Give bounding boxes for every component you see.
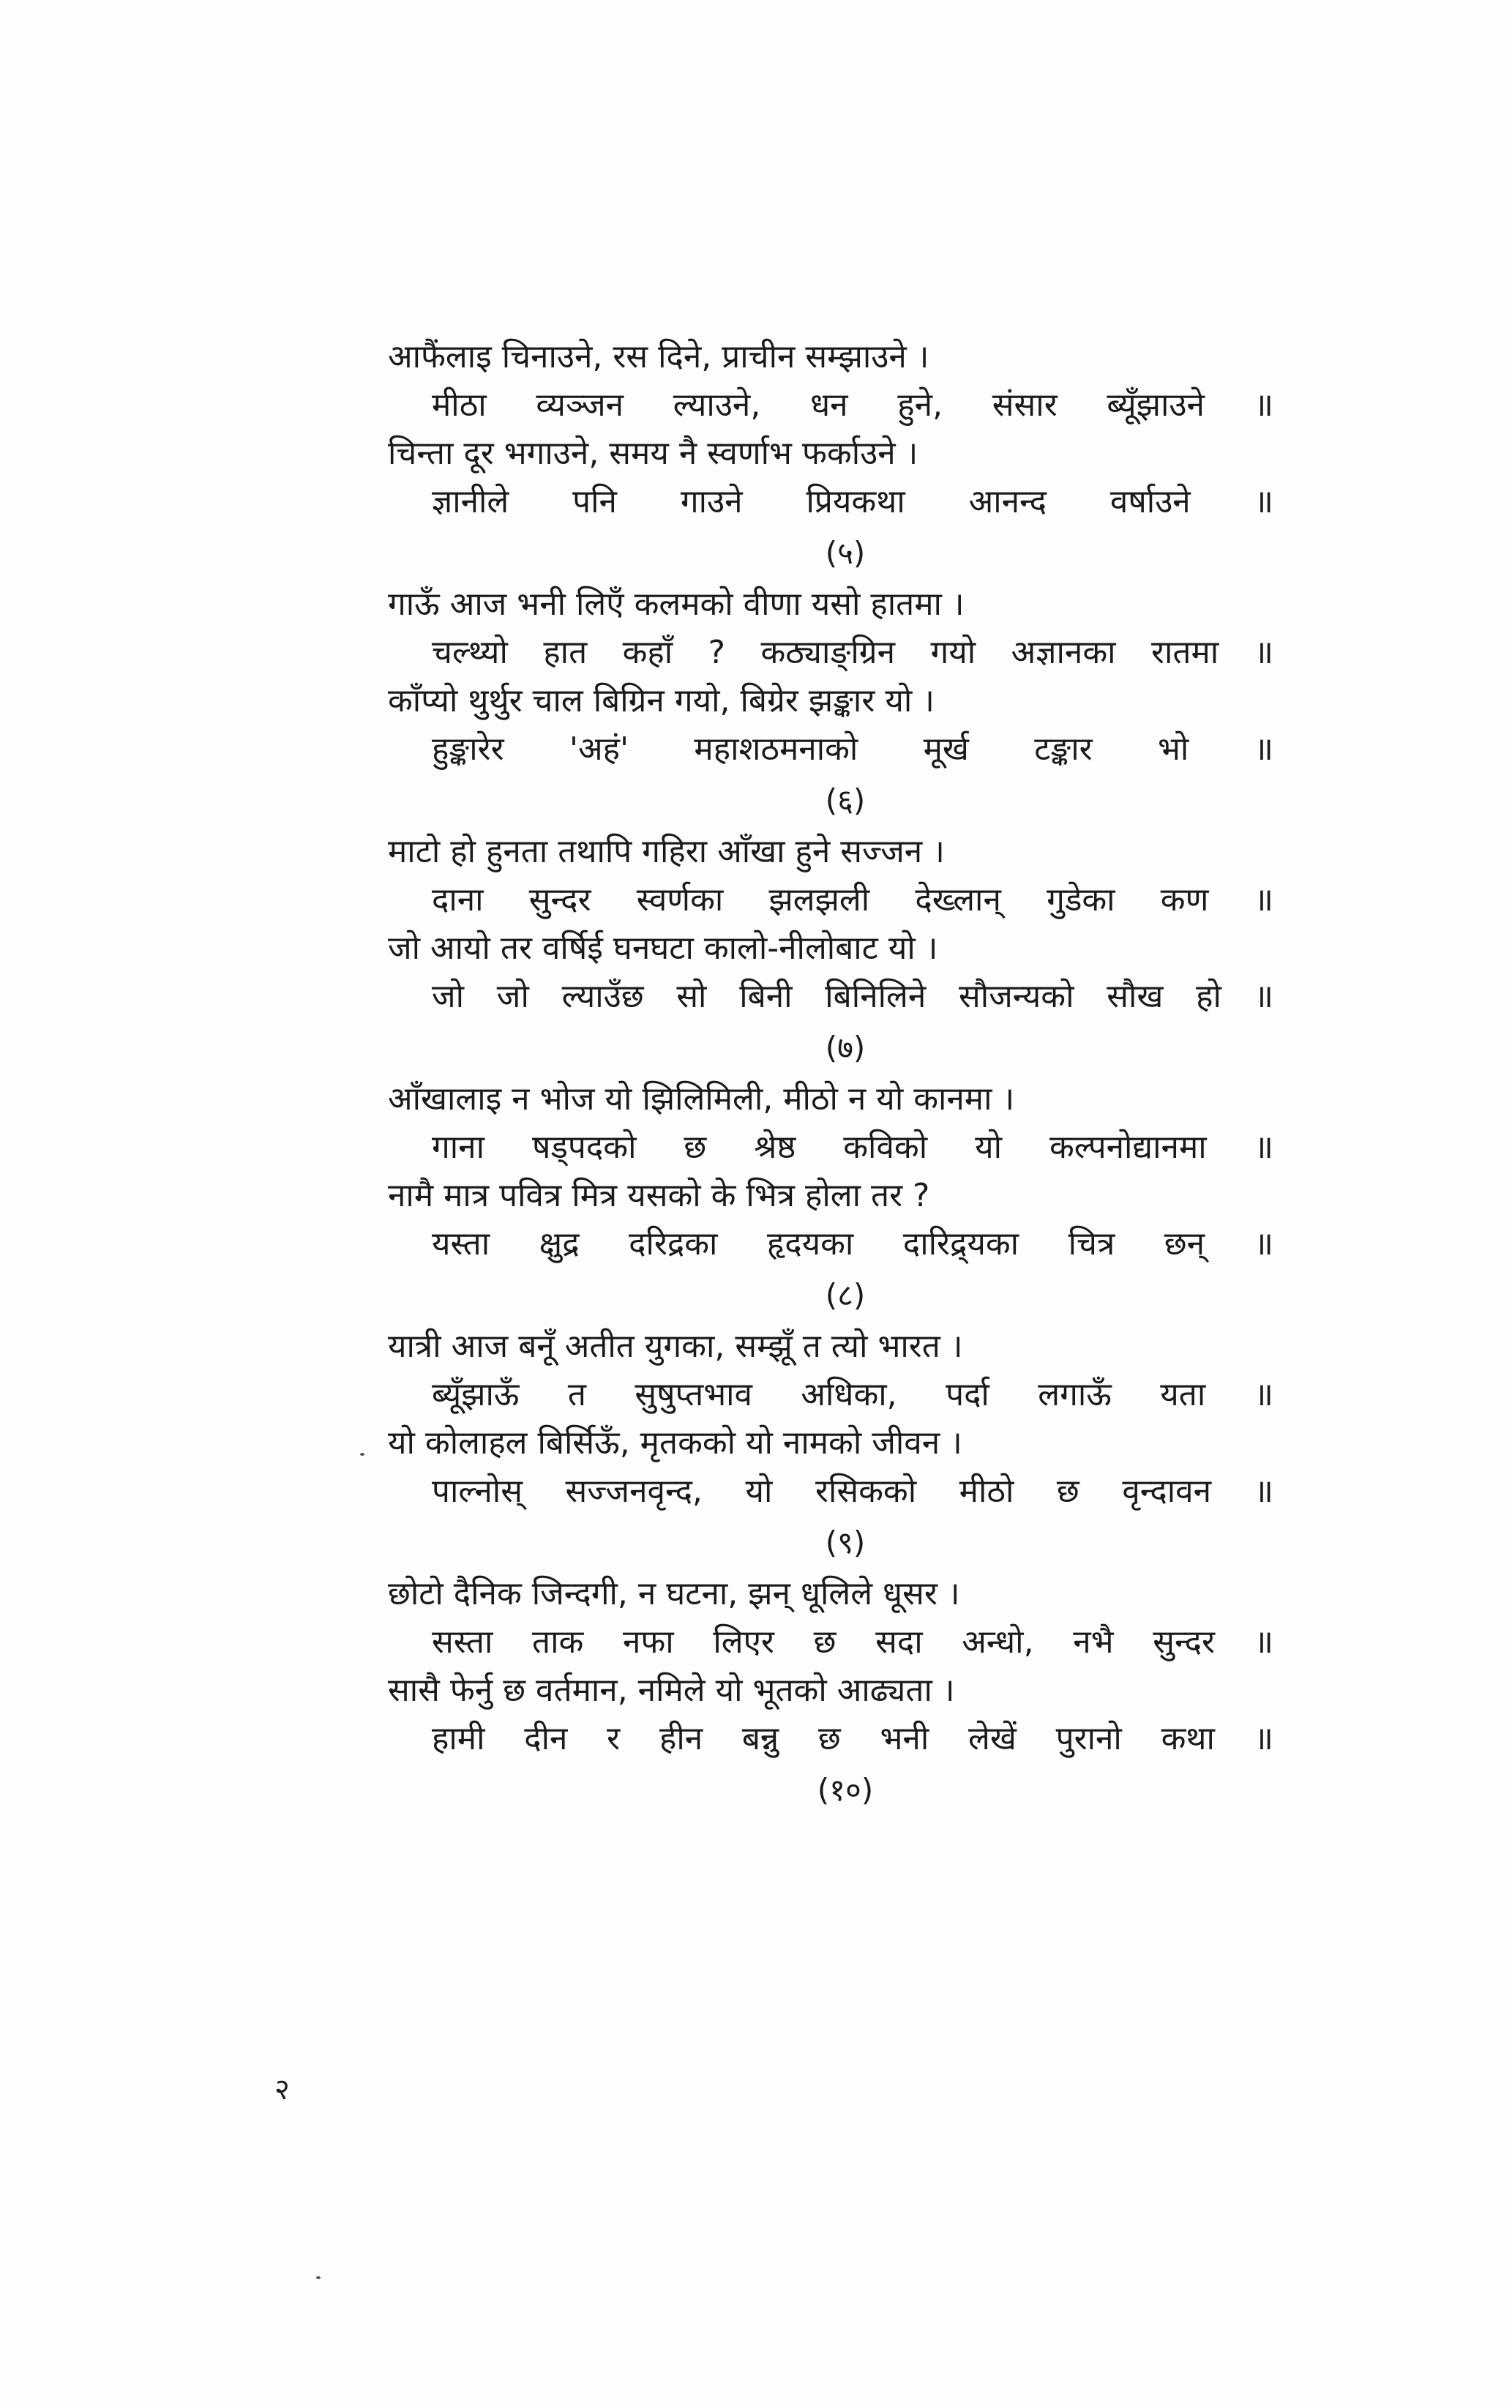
verse-number: (९) <box>825 1525 866 1560</box>
verse-line: नामै मात्र पवित्र मित्र यसको के भित्र होला तर ? <box>388 1177 930 1214</box>
verse-line: गाऊँ आज भनी लिएँ कलमको वीणा यसो हातमा । <box>388 586 965 623</box>
verse-line: चिन्ता दूर भगाउने, समय नै स्वर्णाभ फर्काउने । <box>388 435 918 472</box>
verse-line: काँप्यो थुर्थुर चाल बिग्रिन गयो, बिग्रेर झङ्कार यो । <box>388 682 935 719</box>
verse-line: दाना सुन्दर स्वर्णका झलझली देख्लान् गुडेका कण ॥ <box>432 881 1273 919</box>
verse-line: सासै फेर्नु छ वर्तमान, नमिले यो भूतको आढ्यता । <box>388 1672 955 1709</box>
verse-line: हामी दीन र हीन बन्नु छ भनी लेखें पुरानो कथा ॥ <box>432 1720 1273 1757</box>
verse-line: जो जो ल्याउँछ सो बिनी बिनिलिने सौजन्यको सौख हो ॥ <box>432 978 1273 1015</box>
verse-line: जो आयो तर वर्षिई घनघटा कालो-नीलोबाट यो । <box>388 930 938 967</box>
stanza <box>388 1075 1273 1323</box>
stanza <box>388 580 1273 828</box>
verse-line: ब्यूँझाऊँ त सुषुप्तभाव अधिका, पर्दा लगाऊँ यता ॥ <box>432 1376 1273 1413</box>
verse-line: हुङ्कारेर 'अहं' महाशठमनाको मूर्ख टङ्कार भो ॥ <box>432 730 1273 768</box>
verse-line: माटो हो हुनता तथापि गहिरा आँखा हुने सज्जन । <box>388 833 945 870</box>
scan-speck <box>316 2276 321 2279</box>
stanza <box>388 1570 1273 1817</box>
verse-number: (६) <box>825 782 866 818</box>
stanza <box>388 1323 1273 1570</box>
verse-number: (८) <box>825 1277 866 1313</box>
verse-line: छोटो दैनिक जिन्दगी, न घटना, झन् धूलिले धूसर । <box>388 1575 960 1612</box>
verse-line: मीठा व्यञ्जन ल्याउने, धन हुने, संसार ब्यूँझाउने ॥ <box>432 386 1273 424</box>
verse-line: आफैंलाइ चिनाउने, रस दिने, प्राचीन सम्झाउने । <box>388 338 929 375</box>
verse-line: ज्ञानीले पनि गाउने प्रियकथा आनन्द वर्षाउने ॥ <box>432 483 1273 520</box>
verse-number: (१०) <box>817 1772 874 1808</box>
stanza <box>388 333 1273 580</box>
scan-speck <box>360 1453 364 1456</box>
verse-line: यात्री आज बनूँ अतीत युगका, सम्झूँ त त्यो भारत । <box>388 1328 963 1365</box>
verse-line: आँखालाइ न भोज यो झिलिमिली, मीठो न यो कानमा । <box>388 1080 1015 1118</box>
page-number: २ <box>274 2073 290 2106</box>
verse-line: यो कोलाहल बिर्सिऊँ, मृतकको यो नामको जीवन । <box>388 1424 962 1462</box>
verse-line: सस्ता ताक नफा लिएर छ सदा अन्धो, नभै सुन्दर ॥ <box>432 1623 1273 1661</box>
poem-body <box>388 333 1273 1817</box>
verse-number: (७) <box>825 1030 866 1066</box>
verse-number: (५) <box>825 535 866 571</box>
verse-line: चल्थ्यो हात कहाँ ? कठ्याङ्ग्रिन गयो अज्ञानका रातमा ॥ <box>432 634 1273 671</box>
stanza <box>388 828 1273 1075</box>
verse-line: पाल्नोस् सज्जनवृन्द, यो रसिकको मीठो छ वृन्दावन ॥ <box>432 1473 1273 1510</box>
verse-line: गाना षड्पदको छ श्रेष्ठ कविको यो कल्पनोद्यानमा ॥ <box>432 1129 1273 1166</box>
verse-line: यस्ता क्षुद्र दरिद्रका हृदयका दारिद्र्यका चित्र छन् ॥ <box>432 1225 1273 1263</box>
